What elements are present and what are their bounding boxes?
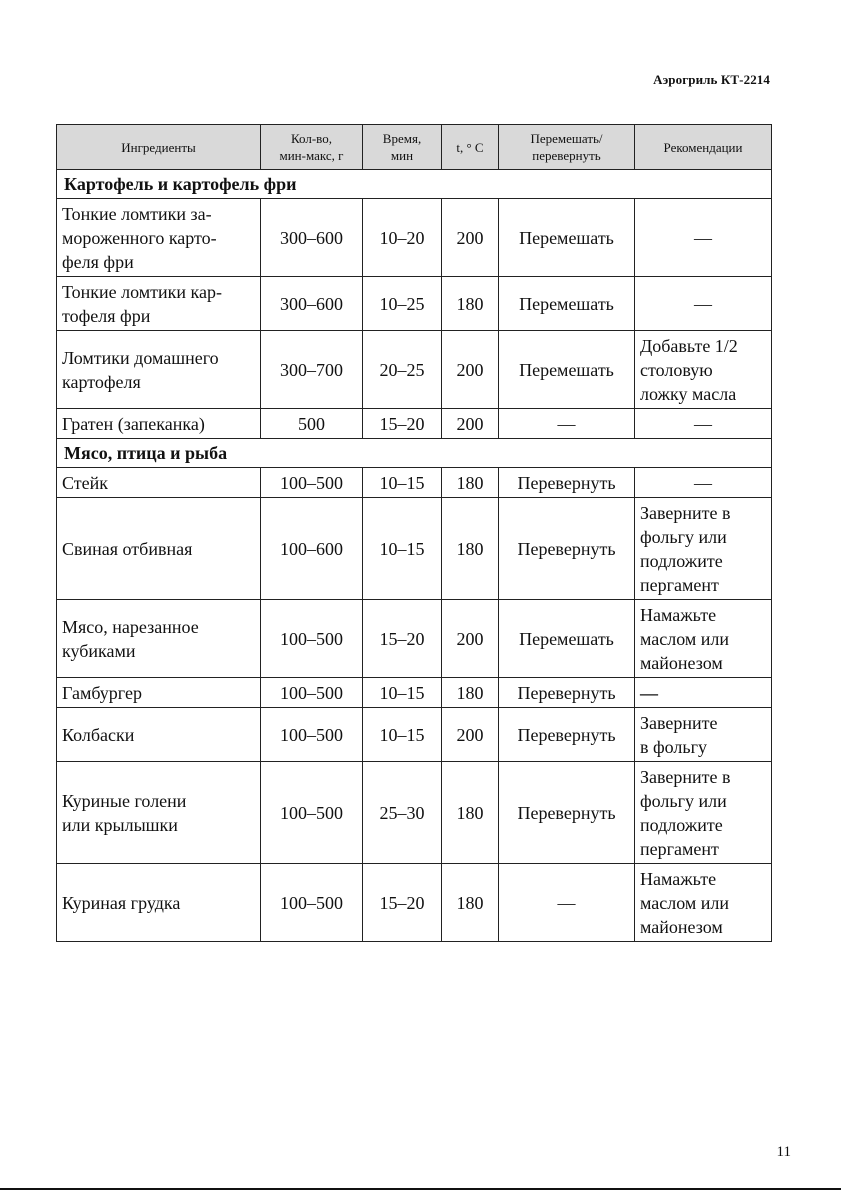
page-number: 11 [776,1144,791,1160]
cell-time: 10–15 [363,468,442,498]
table-row [57,678,772,708]
table-body [57,170,772,942]
cell-ingredient: Мясо, нарезанное кубиками [57,600,261,678]
cell-action: Перемешать [499,331,635,409]
cell-recommendation: — [635,199,772,277]
cell-time: 15–20 [363,409,442,439]
cell-quantity: 300–700 [261,331,363,409]
cell-recommendation: Намажьте маслом или майонезом [635,600,772,678]
cell-ingredient: Тонкие ломтики кар- тофеля фри [57,277,261,331]
cell-ingredient: Колбаски [57,708,261,762]
cell-time: 10–25 [363,277,442,331]
cell-quantity: 100–500 [261,762,363,864]
cell-quantity: 100–500 [261,600,363,678]
table-row [57,277,772,331]
cell-temperature: 200 [442,331,499,409]
cell-recommendation: Добавьте 1/2 столовую ложку масла [635,331,772,409]
cell-recommendation: — [635,468,772,498]
cell-quantity: 100–600 [261,498,363,600]
column-header-recommendations: Рекомендации [635,125,772,170]
cell-action: Перевернуть [499,762,635,864]
section-title: Картофель и картофель фри [57,170,772,199]
cell-time: 15–20 [363,864,442,942]
cell-action: Перемешать [499,277,635,331]
cell-time: 10–20 [363,199,442,277]
cell-ingredient: Гамбургер [57,678,261,708]
cell-quantity: 300–600 [261,199,363,277]
cell-ingredient: Стейк [57,468,261,498]
cell-recommendation: Заверните в фольгу или подложите пергамент [635,762,772,864]
cell-recommendation: — [635,678,772,708]
column-header-ingredients: Ингредиенты [57,125,261,170]
cell-ingredient: Ломтики домашнего картофеля [57,331,261,409]
cell-temperature: 180 [442,277,499,331]
cell-temperature: 200 [442,409,499,439]
cell-action: Перевернуть [499,708,635,762]
table-row [57,864,772,942]
cell-ingredient: Тонкие ломтики за- мороженного карто- феля фри [57,199,261,277]
cell-action: Перемешать [499,199,635,277]
cell-recommendation: Заверните в фольгу или подложите пергамент [635,498,772,600]
cell-recommendation: Заверните в фольгу [635,708,772,762]
table-row [57,498,772,600]
cell-ingredient: Гратен (запеканка) [57,409,261,439]
column-header-time: Время, мин [363,125,442,170]
table-row [57,468,772,498]
table-row [57,331,772,409]
table-row [57,762,772,864]
column-header-quantity: Кол-во, мин-макс, г [261,125,363,170]
section-header-row [57,170,772,199]
cell-recommendation: — [635,409,772,439]
column-header-action: Перемешать/ перевернуть [499,125,635,170]
cell-temperature: 200 [442,199,499,277]
cell-temperature: 180 [442,498,499,600]
cell-ingredient: Куриные голени или крылышки [57,762,261,864]
cell-time: 10–15 [363,498,442,600]
cell-recommendation: — [635,277,772,331]
cell-quantity: 100–500 [261,708,363,762]
cell-quantity: 100–500 [261,468,363,498]
cell-temperature: 180 [442,678,499,708]
table-row [57,199,772,277]
section-title: Мясо, птица и рыба [57,439,772,468]
cell-ingredient: Куриная грудка [57,864,261,942]
bottom-rule [0,1188,841,1190]
cell-quantity: 500 [261,409,363,439]
cell-quantity: 100–500 [261,678,363,708]
cell-temperature: 180 [442,762,499,864]
cell-action: — [499,864,635,942]
cell-time: 15–20 [363,600,442,678]
cell-temperature: 200 [442,708,499,762]
table-row [57,708,772,762]
cell-action: Перевернуть [499,678,635,708]
cell-temperature: 180 [442,468,499,498]
cell-action: Перемешать [499,600,635,678]
cell-time: 20–25 [363,331,442,409]
table-row [57,409,772,439]
column-header-temperature: t, ° C [442,125,499,170]
document-header-title: Аэрогриль КТ-2214 [653,72,770,87]
table-header-row [57,125,772,170]
cell-quantity: 100–500 [261,864,363,942]
table-row [57,600,772,678]
cell-action: Перевернуть [499,468,635,498]
cell-temperature: 180 [442,864,499,942]
cell-time: 10–15 [363,708,442,762]
section-header-row [57,439,772,468]
cell-time: 10–15 [363,678,442,708]
cell-quantity: 300–600 [261,277,363,331]
cell-time: 25–30 [363,762,442,864]
cell-recommendation: Намажьте маслом или майонезом [635,864,772,942]
cell-temperature: 200 [442,600,499,678]
cell-action: Перевернуть [499,498,635,600]
cell-action: — [499,409,635,439]
cell-ingredient: Свиная отбивная [57,498,261,600]
cooking-table [56,124,772,942]
